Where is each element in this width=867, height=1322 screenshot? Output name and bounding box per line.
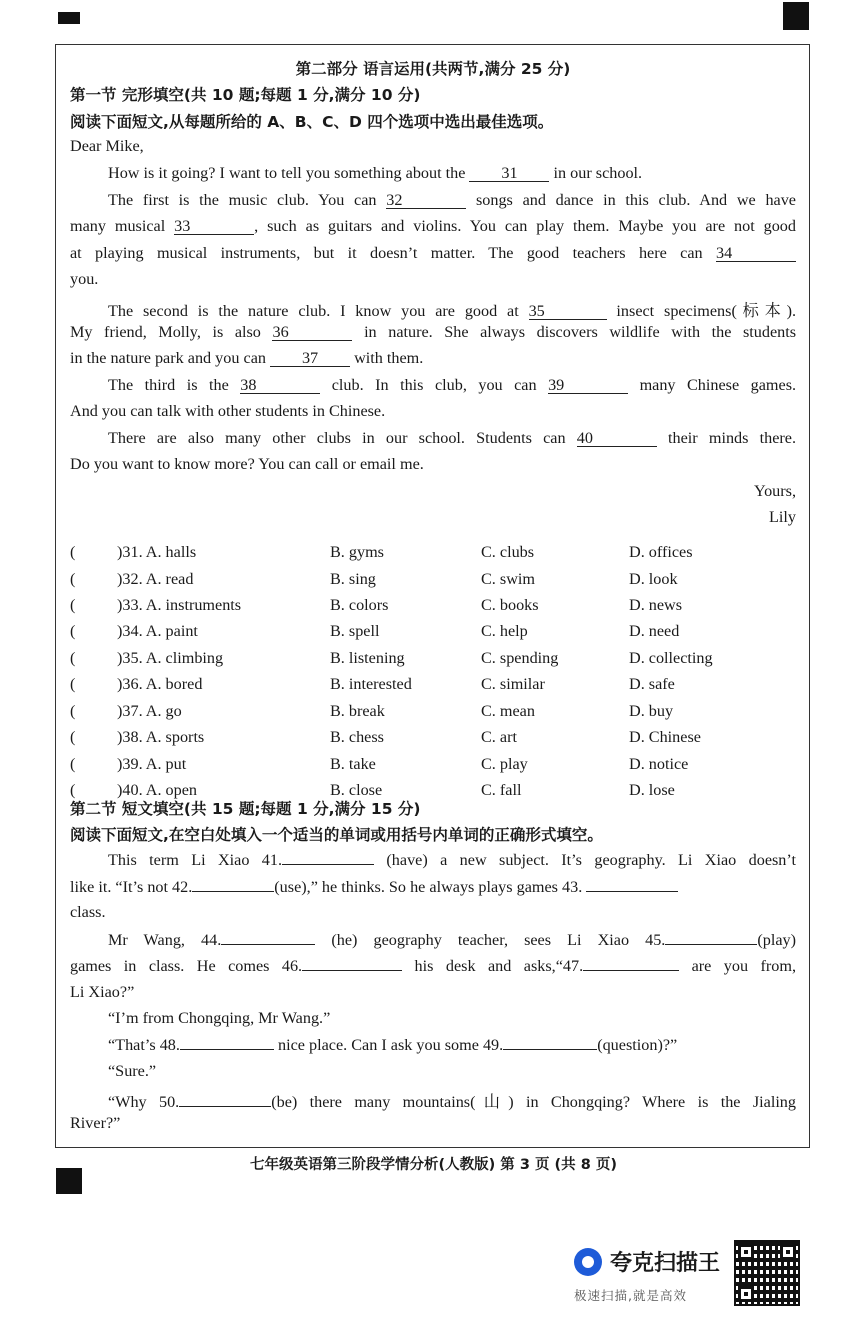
passage-line: The third is the 38 club. In this club, you can 39 many Chinese games. [108, 376, 797, 394]
passage-line: River?” [70, 1114, 121, 1132]
option-d: D. offices [629, 543, 693, 561]
option-b: B. listening [330, 649, 405, 667]
blank-32: 32 [386, 192, 466, 209]
answer-blank-48[interactable] [180, 1035, 274, 1050]
passage-line: How is it going? I want to tell you something about the 31 in our school. [108, 164, 643, 182]
answer-blank-47[interactable] [583, 956, 679, 971]
passage-line: Li Xiao?” [70, 983, 135, 1001]
passage-line: at playing musical instruments, but it doesn’t matter. The good teachers here can 34 [70, 244, 796, 263]
answer-paren[interactable]: ( [70, 543, 76, 561]
option-b: B. sing [330, 570, 376, 588]
answer-paren[interactable]: ( [70, 675, 76, 693]
passage-line: “Why 50. (be) there many mountains(山) in Chongqing? Where is the Jialing [108, 1093, 796, 1111]
answer-paren[interactable]: ( [70, 570, 76, 588]
passage-line: many musical 33 , such as guitars and violins. You can play them. Maybe you are not good [70, 217, 796, 235]
passage-line: The first is the music club. You can 32 songs and dance in this club. And we have [108, 191, 796, 209]
letter-signature: Lily [769, 508, 796, 526]
option-d: D. Chinese [629, 728, 701, 746]
answer-blank-49[interactable] [503, 1035, 597, 1050]
blank-33: 33 [174, 218, 254, 235]
letter-closing: Yours, [754, 482, 796, 500]
passage-line: Mr Wang, 44. (he) geography teacher, sees Li Xiao 45. (play) [108, 931, 796, 949]
option-b: B. gyms [330, 543, 384, 561]
option-d: D. notice [629, 755, 689, 773]
registration-mark-top-left [58, 12, 80, 24]
brand-slogan: 极速扫描,就是高效 [574, 1288, 687, 1303]
brand-name: 夸克扫描王 [610, 1251, 721, 1276]
answer-blank-43[interactable] [586, 877, 678, 892]
answer-blank-45[interactable] [665, 930, 757, 945]
answer-blank-44[interactable] [221, 930, 315, 945]
passage-line: “Sure.” [108, 1062, 157, 1080]
registration-mark-top-right [783, 2, 809, 30]
blank-37: 37 [270, 350, 350, 367]
option-d: D. collecting [629, 649, 713, 667]
blank-34: 34 [716, 245, 796, 262]
option-c: C. play [481, 755, 528, 773]
passage-line: games in class. He comes 46. his desk and asks,“47. are you from, [70, 957, 797, 975]
passage-line: This term Li Xiao 41. (have) a new subject. It’s geography. Li Xiao doesn’t [108, 851, 797, 869]
answer-paren[interactable]: ( [70, 596, 76, 614]
passage-line: like it. “It’s not 42. (use),” he thinks. So he always plays games 43. [70, 877, 796, 897]
blank-35: 35 [529, 303, 607, 320]
option-d: D. safe [629, 675, 675, 693]
option-b: B. take [330, 755, 376, 773]
option-b: B. interested [330, 675, 412, 693]
letter-greeting: Dear Mike, [70, 137, 144, 155]
passage-line: My friend, Molly, is also 36 in nature. She always discovers wildlife with the students [70, 323, 797, 341]
option-a: )31. A. halls [117, 543, 197, 561]
option-a: )36. A. bored [117, 675, 203, 693]
qr-finder [738, 1244, 754, 1260]
option-c: C. art [481, 728, 517, 746]
passage-line: And you can talk with other students in Chinese. [70, 402, 386, 420]
option-a: )37. A. go [117, 702, 182, 720]
option-c: C. similar [481, 675, 545, 693]
answer-paren[interactable]: ( [70, 702, 76, 720]
blank-31: 31 [469, 165, 549, 182]
blank-36: 36 [272, 324, 352, 341]
answer-paren[interactable]: ( [70, 755, 76, 773]
option-d: D. need [629, 622, 680, 640]
blank-39: 39 [548, 377, 628, 394]
qr-finder [738, 1286, 754, 1302]
part1-instruction: 阅读下面短文,从每题所给的 A、B、C、D 四个选项中选出最佳选项。 [70, 113, 554, 131]
part2-heading: 第二节 短文填空(共 15 题;每题 1 分,满分 15 分) [70, 800, 421, 818]
blank-38: 38 [240, 377, 320, 394]
option-c: C. swim [481, 570, 535, 588]
answer-blank-50[interactable] [179, 1092, 271, 1107]
option-c: C. help [481, 622, 528, 640]
option-d: D. news [629, 596, 683, 614]
option-b: B. break [330, 702, 385, 720]
passage-line: There are also many other clubs in our school. Students can 40 their minds there. [108, 429, 797, 447]
page-footer: 七年级英语第三阶段学情分析(人教版) 第 3 页 (共 8 页) [250, 1157, 617, 1173]
quark-logo-icon [574, 1248, 602, 1276]
qr-code-icon [734, 1240, 800, 1306]
option-d: D. lose [629, 781, 675, 799]
option-a: )40. A. open [117, 781, 198, 799]
option-a: )32. A. read [117, 570, 194, 588]
answer-blank-42[interactable] [192, 877, 274, 892]
answer-paren[interactable]: ( [70, 781, 76, 799]
option-a: )39. A. put [117, 755, 187, 773]
option-c: C. clubs [481, 543, 535, 561]
qr-finder [780, 1244, 796, 1260]
option-b: B. chess [330, 728, 384, 746]
answer-paren[interactable]: ( [70, 622, 76, 640]
passage-line: “I’m from Chongqing, Mr Wang.” [108, 1009, 331, 1027]
option-b: B. colors [330, 596, 389, 614]
option-d: D. look [629, 570, 678, 588]
part2-instruction: 阅读下面短文,在空白处填入一个适当的单词或用括号内单词的正确形式填空。 [70, 826, 603, 844]
answer-paren[interactable]: ( [70, 649, 76, 667]
option-a: )34. A. paint [117, 622, 198, 640]
answer-paren[interactable]: ( [70, 728, 76, 746]
passage-line: in the nature park and you can 37 with them. [70, 349, 424, 367]
part1-heading: 第一节 完形填空(共 10 题;每题 1 分,满分 10 分) [70, 86, 421, 104]
passage-line: Do you want to know more? You can call or email me. [70, 455, 424, 473]
option-d: D. buy [629, 702, 674, 720]
option-c: C. books [481, 596, 539, 614]
option-a: )33. A. instruments [117, 596, 242, 614]
blank-40: 40 [577, 430, 657, 447]
passage-line: The second is the nature club. I know you are good at 35 insect specimens(标本). [108, 302, 797, 320]
passage-line: class. [70, 903, 106, 921]
option-a: )35. A. climbing [117, 649, 224, 667]
passage-line: “That’s 48. nice place. Can I ask you some 49. (question)?” [108, 1036, 678, 1054]
option-c: C. mean [481, 702, 535, 720]
answer-blank-41[interactable] [282, 850, 374, 865]
option-a: )38. A. sports [117, 728, 205, 746]
section-title: 第二部分 语言运用(共两节,满分 25 分) [295, 60, 571, 78]
passage-line: you. [70, 270, 99, 288]
option-b: B. close [330, 781, 383, 799]
option-c: C. spending [481, 649, 559, 667]
answer-blank-46[interactable] [302, 956, 402, 971]
option-c: C. fall [481, 781, 522, 799]
scanner-watermark [570, 1238, 730, 1308]
option-b: B. spell [330, 622, 380, 640]
